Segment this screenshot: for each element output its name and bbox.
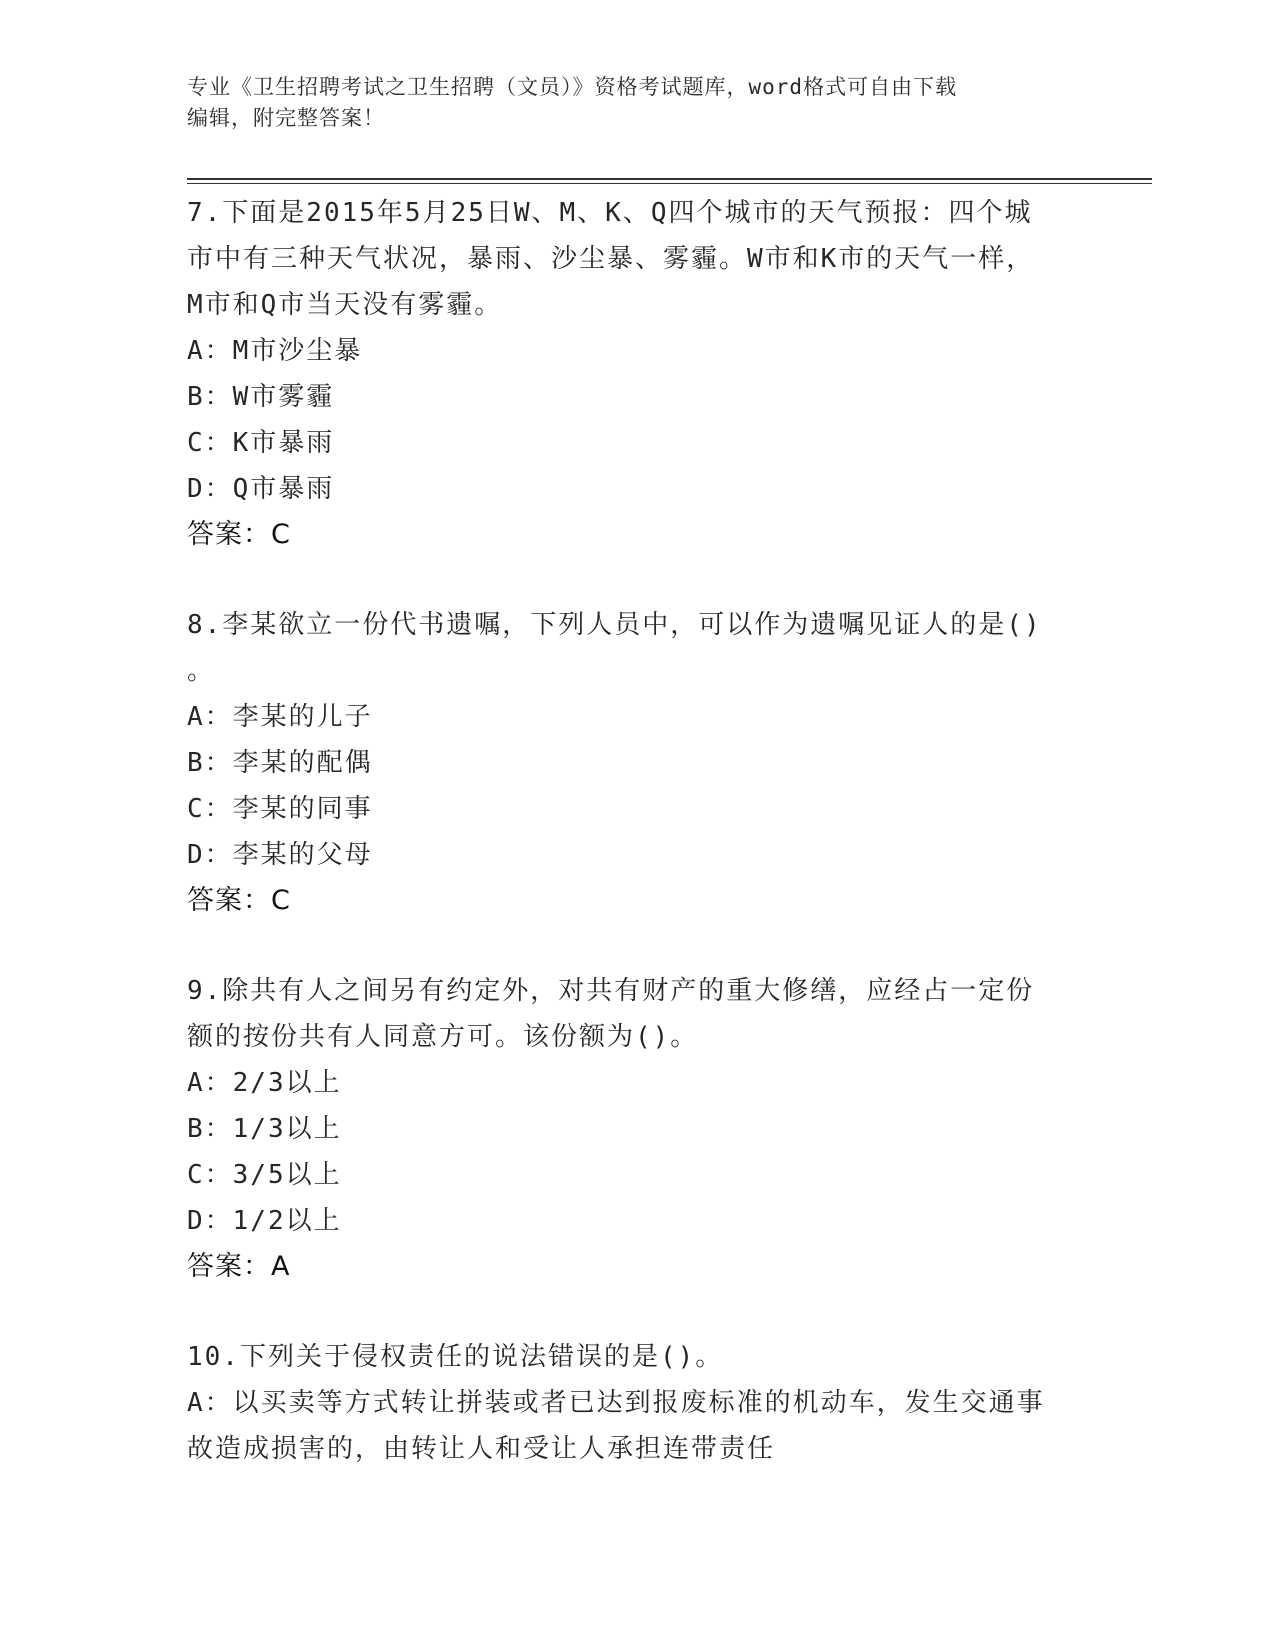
header-line-1: 专业《卫生招聘考试之卫生招聘（文员）》资格考试题库，word格式可自由下载: [187, 75, 958, 99]
question-8-text: [187, 602, 1087, 694]
question-text-line: 额的按份共有人同意方可。该份额为()。: [187, 1022, 699, 1052]
spacer: [187, 1290, 1087, 1334]
option-a-continued: 故造成损害的，由转让人和受让人承担连带责任: [187, 1434, 776, 1464]
option-b: B：W市雾霾: [187, 382, 335, 412]
answer-label: 答案：C: [187, 885, 291, 916]
option-b: B：李某的配偶: [187, 748, 373, 778]
option-a: A：2/3以上: [187, 1068, 342, 1098]
question-text-line: 10.下列关于侵权责任的说法错误的是()。: [187, 1342, 724, 1372]
spacer: [187, 558, 1087, 602]
header-divider-thick: [187, 178, 1152, 180]
question-8: [187, 602, 1087, 924]
question-text-line: 9.除共有人之间另有约定外，对共有财产的重大修缮，应经占一定份: [187, 976, 1035, 1006]
question-list: [187, 190, 1087, 1472]
option-d: D：李某的父母: [187, 840, 373, 870]
question-text-line: 。: [187, 656, 216, 686]
question-9: [187, 968, 1087, 1290]
option-c: C：K市暴雨: [187, 428, 335, 458]
option-b: B：1/3以上: [187, 1114, 342, 1144]
question-7-text: [187, 190, 1087, 328]
answer-label: 答案：C: [187, 519, 291, 550]
answer-label: 答案：A: [187, 1251, 291, 1282]
option-a: A：李某的儿子: [187, 702, 373, 732]
option-d: D：Q市暴雨: [187, 474, 335, 504]
question-9-text: [187, 968, 1087, 1060]
question-text-line: 8.李某欲立一份代书遗嘱，下列人员中，可以作为遗嘱见证人的是(): [187, 610, 1042, 640]
option-a: A：M市沙尘暴: [187, 336, 363, 366]
question-10-text: [187, 1334, 1087, 1380]
option-a: A：以买卖等方式转让拼装或者已达到报废标准的机动车，发生交通事: [187, 1388, 1045, 1418]
question-text-line: 市中有三种天气状况，暴雨、沙尘暴、雾霾。W市和K市的天气一样，: [187, 244, 1035, 274]
question-text-line: M市和Q市当天没有雾霾。: [187, 290, 503, 320]
option-d: D：1/2以上: [187, 1206, 342, 1236]
document-header: [187, 72, 1087, 134]
spacer: [187, 924, 1087, 968]
question-10: [187, 1334, 1087, 1472]
option-c: C：3/5以上: [187, 1160, 342, 1190]
question-text-line: 7.下面是2015年5月25日W、M、K、Q四个城市的天气预报：四个城: [187, 198, 1033, 228]
question-7: [187, 190, 1087, 558]
header-divider-thin: [187, 183, 1152, 184]
header-line-2: 编辑，附完整答案！: [187, 106, 385, 130]
option-c: C：李某的同事: [187, 794, 373, 824]
